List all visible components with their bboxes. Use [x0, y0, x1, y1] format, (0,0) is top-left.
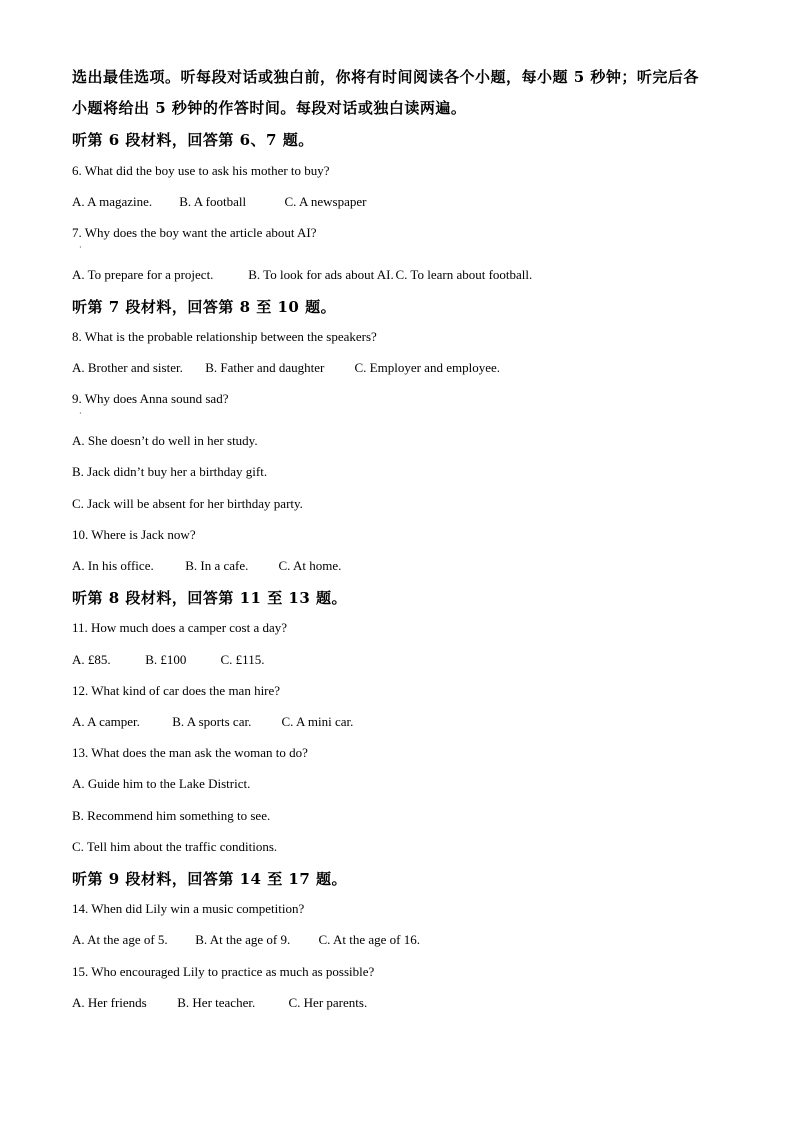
question-13-stem: 13. What does the man ask the woman to do? [72, 745, 308, 760]
question-7-options [72, 267, 532, 283]
question-12-options [72, 714, 353, 730]
question-13-option-b: B. Recommend him something to see. [72, 808, 271, 823]
section-heading-9: 听第 9 段材料，回答第 14 至 17 题。 [72, 870, 348, 888]
option-b: B. A football [179, 194, 247, 209]
option-c: C. Her parents. [288, 995, 368, 1010]
question-11-stem: 11. How much does a camper cost a day? [72, 620, 288, 635]
question-6-options [72, 194, 366, 210]
question-9-option-a: A. She doesn’t do well in her study. [72, 433, 258, 448]
question-8-stem: 8. What is the probable relationship between the speakers? [72, 329, 377, 344]
question-14-options [72, 932, 420, 948]
question-15-options [72, 995, 367, 1011]
section-heading-8: 听第 8 段材料，回答第 11 至 13 题。 [72, 589, 348, 607]
question-15-stem: 15. Who encouraged Lily to practice as much as possible? [72, 964, 375, 979]
question-13-option-a: A. Guide him to the Lake District. [72, 776, 251, 791]
section-heading-6: 听第 6 段材料，回答第 6、7 题。 [72, 131, 314, 149]
question-14-stem: 14. When did Lily win a music competition? [72, 901, 305, 916]
option-b: B. To look for ads about AI. [248, 267, 394, 282]
option-a: A. To prepare for a project. [72, 267, 214, 282]
option-b: B. £100 [145, 652, 187, 667]
option-b: B. In a cafe. [185, 558, 249, 573]
option-a: A. Her friends [72, 995, 147, 1010]
option-c: C. At home. [278, 558, 342, 573]
question-12-stem: 12. What kind of car does the man hire? [72, 683, 281, 698]
instructions-line-2: 小题将给出 5 秒钟的作答时间。每段对话或独白读两遍。 [72, 99, 467, 117]
option-a: A. Brother and sister. [72, 360, 183, 375]
option-c: C. To learn about football. [395, 267, 533, 282]
section-heading-7: 听第 7 段材料，回答第 8 至 10 题。 [72, 298, 337, 316]
question-9-stem: 9. Why does Anna sound sad? [72, 391, 229, 406]
question-6-stem: 6. What did the boy use to ask his mother to buy? [72, 163, 330, 178]
option-c: C. A newspaper [284, 194, 367, 209]
option-c: C. £115. [220, 652, 265, 667]
question-7-stem: 7. Why does the boy want the article about AI? [72, 225, 317, 240]
option-a: A. In his office. [72, 558, 154, 573]
option-a: A. A magazine. [72, 194, 153, 209]
question-9-option-b: B. Jack didn’t buy her a birthday gift. [72, 464, 268, 479]
question-9-option-c: C. Jack will be absent for her birthday party. [72, 496, 303, 511]
option-a: A. £85. [72, 652, 111, 667]
stray-dot-mark: · [79, 243, 82, 252]
instructions-line-1: 选出最佳选项。听每段对话或独白前，你将有时间阅读各个小题，每小题 5 秒钟；听完后各 [72, 68, 699, 86]
question-10-stem: 10. Where is Jack now? [72, 527, 196, 542]
question-13-option-c: C. Tell him about the traffic conditions. [72, 839, 278, 854]
option-a: A. A camper. [72, 714, 140, 729]
stray-dot-mark: · [79, 409, 82, 418]
option-c: C. Employer and employee. [354, 360, 500, 375]
option-b: B. Her teacher. [177, 995, 256, 1010]
option-c: C. At the age of 16. [318, 932, 420, 947]
question-8-options [72, 360, 500, 376]
question-11-options [72, 652, 264, 668]
option-b: B. At the age of 9. [195, 932, 291, 947]
option-b: B. Father and daughter [205, 360, 325, 375]
option-a: A. At the age of 5. [72, 932, 168, 947]
question-10-options [72, 558, 341, 574]
option-b: B. A sports car. [172, 714, 252, 729]
option-c: C. A mini car. [281, 714, 354, 729]
